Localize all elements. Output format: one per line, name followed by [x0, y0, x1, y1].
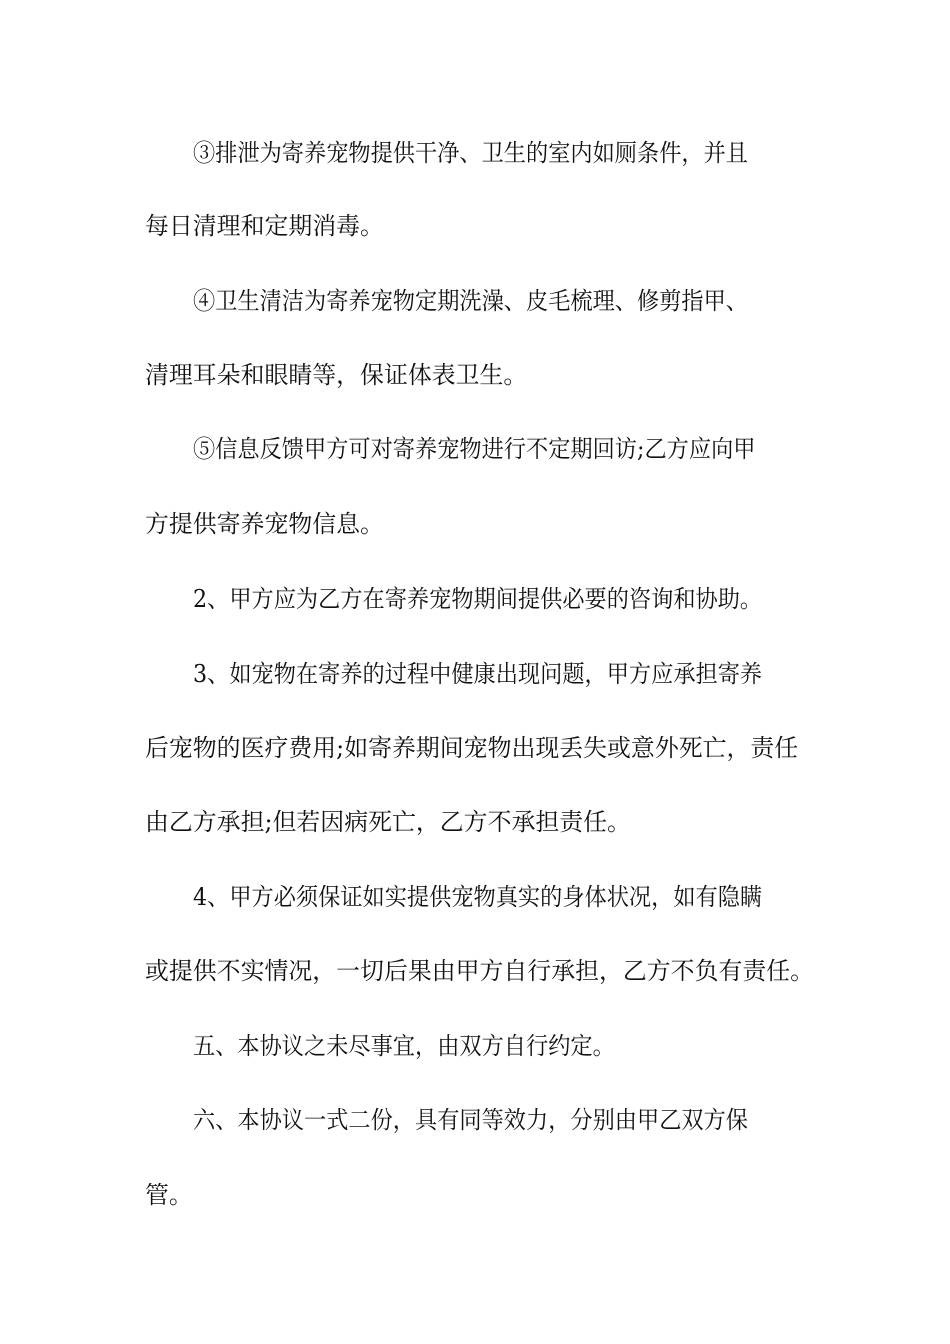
text-line: ③排泄为寄养宠物提供干净、卫生的室内如厕条件，并且 [193, 139, 748, 167]
text-line: 清理耳朵和眼睛等，保证体表卫生。 [145, 361, 528, 389]
text-line: 方提供寄养宠物信息。 [145, 510, 384, 538]
text-line: ⑤信息反馈甲方可对寄养宠物进行不定期回访;乙方应向甲 [193, 435, 756, 463]
text-line: 2、甲方应为乙方在寄养宠物期间提供必要的咨询和协助。 [193, 585, 763, 613]
text-line: 3、如宠物在寄养的过程中健康出现问题，甲方应承担寄养 [193, 660, 763, 688]
text-line: 由乙方承担;但若因病死亡，乙方不承担责任。 [145, 808, 631, 836]
text-line: 六、本协议一式二份，具有同等效力，分别由甲乙双方保 [193, 1106, 748, 1134]
text-line: 4、甲方必须保证如实提供宠物真实的身体状况，如有隐瞒 [193, 883, 763, 911]
text-line: 管。 [145, 1181, 193, 1209]
text-line: ④卫生清洁为寄养宠物定期洗澡、皮毛梳理、修剪指甲、 [193, 287, 748, 315]
text-line: 后宠物的医疗费用;如寄养期间宠物出现丢失或意外死亡，责任 [145, 734, 799, 762]
text-line: 五、本协议之未尽事宜，由双方自行约定。 [193, 1032, 615, 1060]
text-line: 或提供不实情况，一切后果由甲方自行承担，乙方不负有责任。 [145, 957, 815, 985]
text-line: 每日清理和定期消毒。 [145, 212, 384, 240]
